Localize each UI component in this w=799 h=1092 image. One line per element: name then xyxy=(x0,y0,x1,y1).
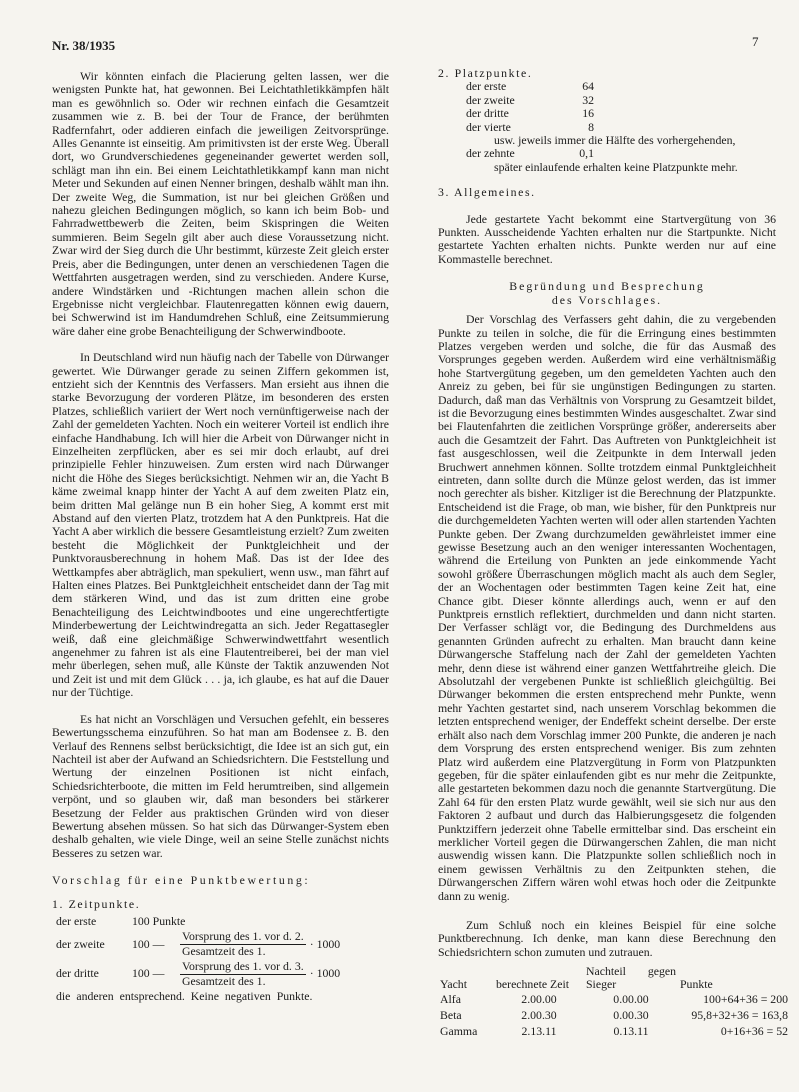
paragraph-duerwanger: In Deutschland wird nun häufig nach der Tabelle von Dürwanger gewertet. Wie Dürwanger gerade zu seinen Ziffern gekommen ist, entzieht sich der Kenntnis des Verfassers. Man ersieht aus ihnen die starke Bevorzugung der vorderen Plätze, im besonderen des ersten Platzes, schließlich variiert der Wert noch vernünftigerweise nach der Zahl der gemeldeten Yachten. Noch ein weiterer Vorteil ist endlich ihre einfache Handhabung. Ich will hier die Arbeit von Dürwanger nicht in Einzelheiten zerpflücken, aber es sei mir doch erlaubt, auf drei prinzipielle Fehler hinzuweisen. Zum ersten wird nach Dürwanger nicht die Höhe des Sieges berücksichtigt. Nehmen wir an, die Yacht B käme zweimal knapp hinter der Yacht A auf dem zweiten Platz ein, beim dritten Mal gelänge nun B ein hoher Sieg, A kommt erst mit Abstand auf den vierten Platz, trotzdem hat A den Punktpreis. Hat die Yacht A aber wirklich die bessere Gesamtleistung erzielt? Zum zweiten besteht die Möglichkeit der Punktgleichheit und der Punktvorausberechnung in hohem Maß. Das ist der Idee des Wettkampfes aber abträglich, man spekuliert, wenn usw., man fährt auf Halten eines Platzes. Bei Punktgleichheit entscheidet dann der Tag mit dem stärkeren Wind, und das ist zum dritten eine grobe Benachteiligung des Leichtwindbootes und eine ungerechtfertigte Minderbewertung der Leichtwindregatta an sich. Jeder Regattasegler weiß, daß eine gleichmäßige Schwerwindwettfahrt wesentlich angenehmer zu fahren ist als eine Flautentreiberei, bei der man viel mehr überlegen, sehen muß, alle Künste der Taktik anzuwenden Not und Zeit ist und mit dem Glück . . . ja, ich glaube, es hat auf die Dauer nur der Tüchtige. xyxy=(52,350,389,700)
col-header-zeit: berechnete Zeit xyxy=(496,977,570,992)
table-row xyxy=(438,1007,790,1023)
platz-table xyxy=(438,80,594,134)
zeit-second-multiplier: · 1000 xyxy=(309,936,341,951)
zeit-row-first xyxy=(52,915,389,928)
zeit-first-label: der erste xyxy=(56,913,97,928)
cell-nachteil: 0.13.11 xyxy=(613,1024,649,1039)
cell-punkte: 95,8+32+36 = 163,8 xyxy=(691,1008,788,1023)
platz-row xyxy=(438,107,594,120)
col-header-yacht: Yacht xyxy=(440,977,467,992)
cell-nachteil: 0.00.30 xyxy=(613,1008,649,1023)
left-column xyxy=(52,70,389,1003)
platz-tenth-value: 0,1 xyxy=(579,146,594,161)
platz-value: 16 xyxy=(582,106,594,121)
platz-value: 8 xyxy=(588,119,594,134)
cell-zeit: 2.00.00 xyxy=(521,992,557,1007)
platz-section xyxy=(438,67,776,174)
zeit-third-label: der dritte xyxy=(56,966,99,981)
zeit-second-numerator: Vorsprung des 1. vor d. 2. xyxy=(182,929,304,944)
platz-tenth-label: der zehnte xyxy=(466,146,515,161)
cell-punkte: 0+16+36 = 52 xyxy=(720,1024,788,1039)
platz-label: der dritte xyxy=(466,106,509,121)
platz-row xyxy=(438,80,594,93)
platz-label: der vierte xyxy=(466,119,511,134)
begruendung-title-line1: Begründung und Besprechung xyxy=(509,279,705,294)
zeit-third-multiplier: · 1000 xyxy=(309,966,341,981)
zeit-heading: 1. Zeitpunkte. xyxy=(52,896,141,911)
zeit-second-fraction xyxy=(180,930,306,958)
allgemeines-text: Jede gestartete Yacht bekommt eine Startvergütung von 36 Punkten. Ausscheidende Yachten erhalten nur die Startpunkte. Nicht gestartete Yachten erhalten nichts. Punkte werden nur auf eine Kommastelle berechnet. xyxy=(438,211,776,266)
table-row xyxy=(438,991,790,1007)
cell-punkte: 100+64+36 = 200 xyxy=(703,992,788,1007)
allgemeines-heading: 3. Allgemeines. xyxy=(438,185,536,200)
platz-row-tenth xyxy=(438,147,594,160)
page-number: 7 xyxy=(752,34,759,49)
zeit-first-value: 100 Punkte xyxy=(132,913,186,928)
platz-row xyxy=(438,121,594,134)
platz-tenth-table xyxy=(438,147,594,160)
zeit-others: die anderen entsprechend. Keine negativen Punkte. xyxy=(56,989,313,1003)
platz-heading: 2. Platzpunkte. xyxy=(438,66,533,80)
paragraph-begruendung: Der Vorschlag des Verfassers geht dahin, die zu vergebenden Punkte zu teilen in solche, die für die Erringung eines bestimmten Platzes vergeben werden und solche, die für das Ausmaß des Vorsprunges gegeben werden. Außerdem wird eine verhältnismäßig hohe Startvergütung gegeben, um den gemeldeten Yachten auch den Anreiz zu geben, bei für sie ungünstigen Bedingungen zu starten. Dadurch, daß man das Verhältnis von Vorsprung zu Gesamtzeit bildet, ist die Bevorzugung eines bestimmten Windes ausgeschaltet. Zwar sind bei Flautenfahrten die zeitlichen Vorsprünge größer, andererseits aber auch die Gesamtzeit der Fahrt. Das Auftreten von Punktgleichheit ist fast ausgeschlossen, weil die Zeitpunkte in dem Interwall jeden Bruchwert annehmen können. Sollte trotzdem einmal Punktgleichheit eintreten, dann sollte durch die Münze gelost werden, das ist immer noch gerechter als bisher. Kitzliger ist die Berechnung der Platzpunkte. Entscheidend ist die Frage, ob man, wie bisher, für den Punktpreis nur die durchgemeldeten Yachten werten will oder allen startenden Yachten Punkte geben. Der Zwang durchzumelden gewährleistet immer eine gewisse Besetzung auch an den weniger interessanten Wochentagen, während die Erteilung von Punkten an jede einkommende Yacht sowohl größere Überraschungen möglich macht als auch dem Segler, der an Wochentagen oder bestimmten Tagen keine Zeit hat, eine Chance gibt. Dieser könnte allerdings auch, wenn er auf den Punktpreis ernstlich reflektiert, durchmelden und dann nicht starten. Der Verfasser schlägt vor, die Bedingung des Durchmeldens aus genannten Gründen aufrecht zu erhalten. Man braucht dann keine Dürwangersche Staffelung nach der Zahl der gemeldeten Yachten mehr, denn diese ist während einer ganzen Wettfahrtreihe gleich. Die Absolutzahl der vergebenen Punkte ist schließlich gleichgültig. Bei Dürwanger bekommen die ersten entsprechend mehr Punkte, wenn mehr Yachten gestartet sind, nach unserem Vorschlag bekommen die letzten entsprechend weniger, der Endeffekt scheint derselbe. Der erste erhält also nach dem Vorschlag immer 200 Punkte, die anderen je nach dem Vorsprung des ersten entsprechend weniger. Bis zum zehnten Platz wird außerdem eine Platzvergütung in Form von Platzpunkten gegeben, für die später einlaufenden gibt es nur mehr die Zeitpunkte, alle gestarteten bekommen dazu noch die genannte Startvergütung. Die Zahl 64 für den ersten Platz wurde gewählt, weil sie sich nur aus den Faktoren 2 aufbaut und durch das Halbierungsgesetz die folgenden Punktziffern jederzeit ohne Tabelle ermittelbar sind. Das erscheint ein merklicher Vorteil gegen die Dürwangerschen Zahlen, die man nicht auswendig wissen kann. Die Platzpunkte sollen schließlich noch in einem gewissen Verhältnis zu den Zeitpunkten stehen, die Dürwangerschen Ziffern wären wohl etwas hoch oder die Zeitpunkte dann zu wenig. xyxy=(438,312,776,903)
begruendung-title-line2: des Vorschlages. xyxy=(551,292,663,307)
platz-note-later: später einlaufende erhalten keine Platzpunkte mehr. xyxy=(494,159,738,174)
zeit-third-base: 100 — xyxy=(132,966,165,981)
zeit-second-base: 100 — xyxy=(132,936,165,951)
paragraph-example: Zum Schluß noch ein kleines Beispiel für eine solche Punktberechnung. Ich denke, man kann diese Berechnung den Schiedsrichtern schon zumuten und zutrauen. xyxy=(438,917,776,959)
platz-label: der erste xyxy=(466,79,507,94)
table-row xyxy=(438,1023,790,1039)
platz-note-halving: usw. jeweils immer die Hälfte des vorhergehenden, xyxy=(494,133,736,148)
example-table xyxy=(438,965,790,1039)
col-header-punkte: Punkte xyxy=(680,977,713,992)
proposal-title: Vorschlag für eine Punktbewertung: xyxy=(52,873,311,888)
platz-value: 64 xyxy=(582,79,594,94)
platz-value: 32 xyxy=(582,92,594,107)
paragraph-methods: Wir könnten einfach die Placierung gelten lassen, wer die wenigsten Punkte hat, hat gewonnen. Bei Leichtathletikkämpfen hält man es gewöhnlich so. Oder wir rechnen einfach die Gesamtzeit zusammen wie z. B. bei der Tour de France, der berühmten Radfernfahrt, oder addieren einfach die jeweiligen Zeitvorsprünge. Alles Genannte ist einseitig. Am primitivsten ist der erste Weg. Überall dort, wo Grundverschiedenes gegeneinander gewertet werden soll, schlägt man ihn ein. Bei einem Leichtathletikkampf kann man nicht Meter und Sekunden auf einen Nenner bringen, deshalb wählt man ihn. Der zweite Weg, die Summation, ist nur bei gleichen Größen und nahezu gleichen Bedingungen möglich, so kann ich beim Bob- und Fahrradwettbewerb die Zeiten, beim Skispringen die Weiten summieren. Beim Segeln gilt aber auch diese Voraussetzung nicht. Zwar wird der Sieg durch die Uhr bestimmt, kürzeste Zeit gleich erster Preis, aber die Bedingungen, unter denen an verschiedenen Tagen die Wettfahrten ausgetragen werden, sind zu verschieden. Andere Kurse, andere Windstärken und -Richtungen machen allein schon die Ergebnisse nicht vergleichbar. Flautenregatten können ewig dauern, bei Schwerwind ist im Handumdrehen Schluß, eine Zeitsummierung wäre daher eine grobe Benachteiligung der Schwerwindboote. xyxy=(52,69,389,338)
example-table-header xyxy=(438,965,790,991)
zeit-row-second xyxy=(52,930,389,958)
zeit-section xyxy=(52,898,389,1004)
zeit-row-third xyxy=(52,960,389,988)
zeit-second-denominator: Gesamtzeit des 1. xyxy=(182,943,266,958)
col-header-nachteil: Nachteil gegen Sieger xyxy=(586,964,676,992)
paragraph-proposals: Es hat nicht an Vorschlägen und Versuchen gefehlt, ein besseres Bewertungsschema einzuführen. So hat man am Bodensee z. B. den Verlauf des Rennens selbst berücksichtigt, die Idee ist an sich gut, ein Nachteil ist aber der Aufwand an Schiedsrichtern. Die Feststellung und Wertung der einzelnen Positionen ist nicht einfach, Schiedsrichterboote, die mitten im Feld herumtreiben, sind allgemein verpönt, und so glauben wir, daß man besonders bei stärkerer Besetzung der Felder aus praktischen Gründen wird von dieser Bewertung absehen müssen. So hat sich das Dürwanger-System eben deshalb gehalten, wie viele Dinge, weil an seine Stelle zunächst nichts Besseres zu setzen war. xyxy=(52,711,389,860)
cell-yacht: Alfa xyxy=(440,992,461,1007)
cell-zeit: 2.00.30 xyxy=(521,1008,557,1023)
zeit-second-label: der zweite xyxy=(56,936,105,951)
zeit-third-numerator: Vorsprung des 1. vor d. 3. xyxy=(182,959,304,974)
allgemeines-section xyxy=(438,186,776,266)
zeit-third-denominator: Gesamtzeit des 1. xyxy=(182,973,266,988)
cell-zeit: 2.13.11 xyxy=(521,1024,557,1039)
right-column xyxy=(438,66,788,1039)
zeit-third-fraction xyxy=(180,960,306,988)
cell-nachteil: 0.00.00 xyxy=(613,992,649,1007)
issue-number: Nr. 38/1935 xyxy=(52,38,116,53)
cell-yacht: Beta xyxy=(440,1008,462,1023)
platz-row xyxy=(438,94,594,107)
cell-yacht: Gamma xyxy=(440,1024,478,1039)
platz-label: der zweite xyxy=(466,92,515,107)
